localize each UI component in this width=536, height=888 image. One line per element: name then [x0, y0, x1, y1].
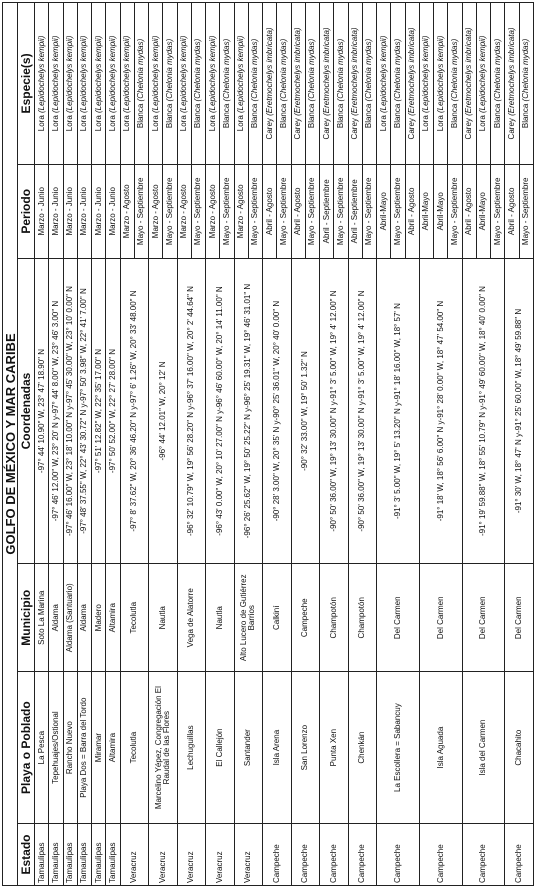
cell-periodo: Marzo - Junio — [77, 164, 91, 258]
cell-coordenadas: -91° 19' 59.88" W, 18° 55' 10.79" N y-91° 49' 60.00" W, 18° 40' 0.00" N — [462, 258, 505, 564]
cell-periodo: Abril-Mayo — [377, 164, 391, 258]
especie-scientific-name: (Lepidochelys kempii) — [150, 35, 160, 113]
cell-periodo: Marzo - Junio — [49, 164, 63, 258]
cell-municipio: Aldama (Santuario) — [63, 564, 77, 672]
cell-especie — [491, 3, 505, 165]
cell-playa: El Callejón — [206, 672, 235, 824]
especie-scientific-name: (Eretmochelys imbricata) — [407, 27, 417, 116]
especie-scientific-name: (Chelonia mydas) — [492, 38, 502, 102]
header-estado: Estado — [18, 824, 35, 886]
cell-coordenadas: -96° 43' 0.00" W, 20° 10' 27.00" N y-96° 46' 60.00" W, 20° 14' 11.00" N — [206, 258, 235, 564]
cell-periodo: Marzo - Junio — [106, 164, 120, 258]
cell-estado: Tamaulipas — [106, 824, 120, 886]
cell-estado: Veracruz — [120, 824, 149, 886]
cell-estado: Campeche — [462, 824, 505, 886]
cell-municipio: Nautla — [149, 564, 178, 672]
cell-municipio: Alto Lucero de Gutiérrez Barrios — [234, 564, 263, 672]
cell-periodo: Mayo - Septiembre — [220, 164, 234, 258]
cell-estado: Veracruz — [206, 824, 235, 886]
especie-scientific-name: (Lepidochelys kempii) — [93, 35, 103, 113]
cell-playa: Chenkán — [348, 672, 377, 824]
table-body — [35, 3, 534, 886]
especie-common-name: Carey — [407, 115, 417, 140]
cell-especie — [448, 3, 462, 165]
especie-common-name: Lora — [50, 113, 60, 132]
cell-periodo: Marzo - Agosto — [177, 164, 191, 258]
cell-estado: Veracruz — [234, 824, 263, 886]
cell-estado: Tamaulipas — [35, 824, 49, 886]
cell-periodo: Abril - Agosto — [405, 164, 419, 258]
cell-periodo: Marzo - Junio — [63, 164, 77, 258]
especie-common-name: Blanca — [392, 101, 402, 129]
cell-playa: Isla Aguada — [419, 672, 462, 824]
especie-scientific-name: (Lepidochelys kempii) — [36, 35, 46, 113]
cell-coordenadas: -97° 44' 10.90" W, 23° 47' 18.90" N — [35, 258, 49, 564]
cell-municipio: Del Carmen — [377, 564, 420, 672]
table-row — [92, 3, 106, 886]
especie-common-name: Lora — [36, 113, 46, 132]
table-row — [63, 3, 77, 886]
cell-especie — [405, 3, 419, 165]
cell-periodo: Mayo - Septiembre — [163, 164, 177, 258]
table-row — [177, 3, 191, 886]
cell-estado: Veracruz — [177, 824, 206, 886]
cell-estado: Campeche — [505, 824, 534, 886]
cell-estado: Campeche — [377, 824, 420, 886]
especie-scientific-name: (Chelonia mydas) — [521, 38, 531, 102]
cell-periodo: Mayo - Septiembre — [277, 164, 291, 258]
especie-common-name: Lora — [107, 113, 117, 132]
header-coordenadas: Coordenadas — [18, 258, 35, 564]
cell-periodo: Abril - Septiembre — [320, 164, 334, 258]
cell-periodo: Mayo - Septiembre — [519, 164, 534, 258]
especie-common-name: Blanca — [278, 101, 288, 129]
table-row — [348, 3, 362, 886]
cell-playa: Lechuguillas — [177, 672, 206, 824]
especie-common-name: Lora — [65, 113, 75, 132]
cell-estado: Tamaulipas — [92, 824, 106, 886]
cell-coordenadas: -97° 51' 12.82" W, 22° 35' 17.00" N — [92, 258, 106, 564]
header-playa: Playa o Poblado — [18, 672, 35, 824]
especie-scientific-name: (Chelonia mydas) — [164, 38, 174, 102]
cell-coordenadas: -90° 28' 3.00" W, 20° 35' N y-90° 25' 36.01" W, 20° 40' 0.00" N — [263, 258, 292, 564]
especie-scientific-name: (Chelonia mydas) — [364, 38, 374, 102]
cell-municipio: Del Carmen — [505, 564, 534, 672]
cell-coordenadas: -90° 50' 36.00" W, 19° 13' 30.00" N y-91° 3' 5.00" W, 19° 4' 12.00" N — [320, 258, 349, 564]
cell-playa: Chacahito — [505, 672, 534, 824]
table-row — [320, 3, 334, 886]
header-periodo: Periodo — [18, 164, 35, 258]
cell-playa: La Escollera = Sabancuy — [377, 672, 420, 824]
cell-estado: Campeche — [291, 824, 320, 886]
especie-scientific-name: (Chelonia mydas) — [449, 38, 459, 102]
cell-periodo: Marzo - Junio — [92, 164, 106, 258]
cell-periodo: Marzo - Agosto — [120, 164, 134, 258]
cell-municipio: Aldama — [49, 564, 63, 672]
especie-scientific-name: (Lepidochelys kempii) — [65, 35, 75, 113]
especie-common-name: Lora — [150, 113, 160, 132]
cell-estado: Campeche — [263, 824, 292, 886]
table-row — [419, 3, 433, 886]
especie-scientific-name: (Chelonia mydas) — [136, 38, 146, 102]
cell-playa: Punta Xen — [320, 672, 349, 824]
especie-common-name: Blanca — [136, 101, 146, 129]
cell-municipio: Soto La Marina — [35, 564, 49, 672]
cell-periodo: Abril - Septiembre — [348, 164, 362, 258]
cell-playa: Tepehuajes/Ostional — [49, 672, 63, 824]
cell-estado: Tamaulipas — [77, 824, 91, 886]
especie-common-name: Carey — [506, 115, 516, 140]
table-row — [35, 3, 49, 886]
table-row — [505, 3, 519, 886]
cell-especie — [234, 3, 248, 165]
table-row — [77, 3, 91, 886]
table-row — [206, 3, 220, 886]
cell-especie — [263, 3, 277, 165]
table-row — [49, 3, 63, 886]
cell-especie — [248, 3, 262, 165]
cell-municipio: Altamira — [106, 564, 120, 672]
cell-especie — [191, 3, 205, 165]
especie-scientific-name: (Lepidochelys kempii) — [435, 35, 445, 113]
cell-periodo: Marzo - Junio — [35, 164, 49, 258]
cell-coordenadas: -96° 26' 25.62" W, 19° 50' 25.22" N y-96° 25' 19.31" W, 19° 46' 31.01" N — [234, 258, 263, 564]
especie-scientific-name: (Chelonia mydas) — [278, 38, 288, 102]
cell-municipio: Campeche — [291, 564, 320, 672]
cell-municipio: Del Carmen — [419, 564, 462, 672]
cell-periodo: Marzo - Agosto — [234, 164, 248, 258]
cell-municipio: Tecolutla — [120, 564, 149, 672]
especie-common-name: Blanca — [221, 101, 231, 129]
cell-especie — [92, 3, 106, 165]
table-row — [377, 3, 391, 886]
especie-scientific-name: (Chelonia mydas) — [307, 38, 317, 102]
cell-periodo: Mayo - Septiembre — [491, 164, 505, 258]
especie-common-name: Lora — [122, 113, 132, 132]
especie-scientific-name: (Eretmochelys imbricata) — [464, 27, 474, 116]
cell-periodo: Abril - Agosto — [462, 164, 476, 258]
cell-especie — [462, 3, 476, 165]
cell-playa: Playa Dos = Barra del Tordo — [77, 672, 91, 824]
especie-common-name: Lora — [478, 113, 488, 132]
cell-municipio: Vega de Alatorre — [177, 564, 206, 672]
especie-scientific-name: (Eretmochelys imbricata) — [293, 27, 303, 116]
cell-municipio: Calkiní — [263, 564, 292, 672]
cell-especie — [106, 3, 120, 165]
cell-periodo: Marzo - Agosto — [149, 164, 163, 258]
cell-municipio: Champotón — [348, 564, 377, 672]
cell-especie — [134, 3, 148, 165]
especie-common-name: Lora — [236, 113, 246, 132]
especie-common-name: Blanca — [492, 101, 502, 129]
especie-scientific-name: (Lepidochelys kempii) — [79, 35, 89, 113]
table-row — [149, 3, 163, 886]
especie-scientific-name: (Lepidochelys kempii) — [179, 35, 189, 113]
cell-especie — [362, 3, 376, 165]
especie-scientific-name: (Lepidochelys kempii) — [122, 35, 132, 113]
cell-municipio: Aldama — [77, 564, 91, 672]
especie-scientific-name: (Lepidochelys kempii) — [378, 35, 388, 113]
cell-especie — [348, 3, 362, 165]
table-row — [106, 3, 120, 886]
cell-municipio: Nautla — [206, 564, 235, 672]
cell-periodo: Mayo - Septiembre — [448, 164, 462, 258]
table-title: GOLFO DE MÉXICO Y MAR CARIBE — [3, 3, 18, 886]
cell-periodo: Mayo - Septiembre — [191, 164, 205, 258]
cell-periodo: Mayo - Septiembre — [362, 164, 376, 258]
cell-especie — [291, 3, 305, 165]
especie-common-name: Blanca — [449, 101, 459, 129]
cell-especie — [476, 3, 490, 165]
cell-especie — [77, 3, 91, 165]
cell-periodo: Mayo - Septiembre — [391, 164, 405, 258]
cell-municipio: Del Carmen — [462, 564, 505, 672]
cell-especie — [305, 3, 319, 165]
especie-scientific-name: (Chelonia mydas) — [392, 38, 402, 102]
cell-especie — [49, 3, 63, 165]
especie-scientific-name: (Chelonia mydas) — [335, 38, 345, 102]
cell-especie — [149, 3, 163, 165]
cell-periodo: Abril - Agosto — [263, 164, 277, 258]
especie-scientific-name: (Chelonia mydas) — [250, 38, 260, 102]
especie-common-name: Lora — [79, 113, 89, 132]
header-municipio: Municipio — [18, 564, 35, 672]
especie-scientific-name: (Lepidochelys kempii) — [107, 35, 117, 113]
cell-coordenadas: -97° 46' 16.00" W, 23° 18' 10.00" N y-97° 45' 30.00" W, 23° 10' 0.00" N — [63, 258, 77, 564]
especie-scientific-name: (Lepidochelys kempii) — [236, 35, 246, 113]
especie-common-name: Carey — [264, 115, 274, 140]
especie-common-name: Blanca — [307, 101, 317, 129]
especie-common-name: Blanca — [250, 101, 260, 129]
especie-common-name: Lora — [93, 113, 103, 132]
cell-especie — [177, 3, 191, 165]
cell-coordenadas: -97° 8' 37.62" W, 20° 36' 46.20" N y-97° 6' 1.26" W, 20° 33' 48.00" N — [120, 258, 149, 564]
cell-especie — [206, 3, 220, 165]
cell-especie — [334, 3, 348, 165]
cell-periodo: Mayo - Septiembre — [248, 164, 262, 258]
cell-especie — [35, 3, 49, 165]
especie-scientific-name: (Chelonia mydas) — [193, 38, 203, 102]
especie-common-name: Carey — [464, 115, 474, 140]
table-row — [462, 3, 476, 886]
table-row — [291, 3, 305, 886]
cell-coordenadas: -97° 50' 52.00" W, 22° 27' 28.00" N — [106, 258, 120, 564]
especie-common-name: Blanca — [164, 101, 174, 129]
especie-common-name: Carey — [321, 115, 331, 140]
cell-especie — [220, 3, 234, 165]
especie-common-name: Blanca — [364, 101, 374, 129]
especie-common-name: Carey — [350, 115, 360, 140]
cell-especie — [434, 3, 448, 165]
cell-coordenadas: -96° 32' 10.79" W, 19° 56' 28.20" N y-96° 37' 16.00" W, 20° 2' 44.64" N — [177, 258, 206, 564]
cell-estado: Tamaulipas — [63, 824, 77, 886]
cell-periodo: Abril-Mayo — [476, 164, 490, 258]
cell-playa: Isla Arena — [263, 672, 292, 824]
cell-estado: Tamaulipas — [49, 824, 63, 886]
especie-common-name: Carey — [293, 115, 303, 140]
cell-periodo: Abril-Mayo — [419, 164, 433, 258]
cell-especie — [63, 3, 77, 165]
turtle-nesting-table — [2, 2, 534, 886]
cell-especie — [320, 3, 334, 165]
especie-common-name: Blanca — [521, 101, 531, 129]
cell-playa: Miramar — [92, 672, 106, 824]
especie-common-name: Lora — [378, 113, 388, 132]
cell-playa: San Lorenzo — [291, 672, 320, 824]
especie-scientific-name: (Lepidochelys kempii) — [207, 35, 217, 113]
table-row — [234, 3, 248, 886]
cell-playa: Rancho Nuevo — [63, 672, 77, 824]
cell-playa: La Pesca — [35, 672, 49, 824]
especie-common-name: Blanca — [335, 101, 345, 129]
especie-scientific-name: (Lepidochelys kempii) — [50, 35, 60, 113]
cell-coordenadas: -97° 48' 37.55" W, 22° 43' 30.72" N y-97° 50' 3.98" W, 22° 41' 7.00" N — [77, 258, 91, 564]
cell-estado: Campeche — [348, 824, 377, 886]
cell-coordenadas: -90° 32' 33.00" W, 19° 50' 1.32" N — [291, 258, 320, 564]
cell-periodo: Marzo - Agosto — [206, 164, 220, 258]
cell-coordenadas: -97° 46' 12.00" W, 23° 20' N y-97° 44' 8.00" W, 23° 46' 3.00" N — [49, 258, 63, 564]
especie-scientific-name: (Chelonia mydas) — [221, 38, 231, 102]
cell-especie — [277, 3, 291, 165]
cell-periodo: Mayo - Septiembre — [134, 164, 148, 258]
cell-especie — [519, 3, 534, 165]
cell-periodo: Mayo - Septiembre — [334, 164, 348, 258]
cell-especie — [391, 3, 405, 165]
cell-municipio: Madero — [92, 564, 106, 672]
cell-coordenadas: -91° 30' W, 18° 47' N y-91° 25' 60.00" W, 18° 49' 59.88" N — [505, 258, 534, 564]
table-row — [120, 3, 134, 886]
especie-common-name: Blanca — [193, 101, 203, 129]
cell-especie — [377, 3, 391, 165]
cell-especie — [120, 3, 134, 165]
especie-common-name: Lora — [179, 113, 189, 132]
cell-especie — [419, 3, 433, 165]
especie-scientific-name: (Lepidochelys kempii) — [421, 35, 431, 113]
cell-periodo: Abril - Agosto — [291, 164, 305, 258]
especie-common-name: Lora — [435, 113, 445, 132]
cell-playa: Marcelino Yépez, Congregación El Raudal de las Flores — [149, 672, 178, 824]
cell-playa: Isla del Carmen — [462, 672, 505, 824]
especie-scientific-name: (Eretmochelys imbricata) — [321, 27, 331, 116]
cell-playa: Santander — [234, 672, 263, 824]
cell-periodo: Mayo - Septiembre — [305, 164, 319, 258]
especie-common-name: Lora — [421, 113, 431, 132]
table-row — [263, 3, 277, 886]
cell-especie — [163, 3, 177, 165]
header-especies: Especie(s) — [18, 3, 35, 165]
cell-coordenadas: -96° 44' 12.01" W, 20° 12' N — [149, 258, 178, 564]
cell-especie — [505, 3, 519, 165]
cell-coordenadas: -91° 3' 5.00" W, 19° 5' 13.20" N y-91° 18' 16.00" W, 18° 57' N — [377, 258, 420, 564]
especie-scientific-name: (Lepidochelys kempii) — [478, 35, 488, 113]
cell-coordenadas: -90° 50' 36.00" W, 19° 13' 30.00" N y-91° 3' 5.00" W, 19° 4' 12.00" N — [348, 258, 377, 564]
cell-estado: Campeche — [419, 824, 462, 886]
especie-scientific-name: (Eretmochelys imbricata) — [264, 27, 274, 116]
cell-periodo: Abril-Mayo — [434, 164, 448, 258]
cell-estado: Campeche — [320, 824, 349, 886]
especie-scientific-name: (Eretmochelys imbricata) — [506, 27, 516, 116]
especie-common-name: Lora — [207, 113, 217, 132]
cell-estado: Veracruz — [149, 824, 178, 886]
cell-periodo: Abril - Agosto — [505, 164, 519, 258]
cell-municipio: Champotón — [320, 564, 349, 672]
cell-playa: Tecolutla — [120, 672, 149, 824]
especie-scientific-name: (Eretmochelys imbricata) — [350, 27, 360, 116]
cell-coordenadas: -91° 18' W, 18° 56' 6.00" N y-91° 28' 0.00" W, 18° 47' 54.00" N — [419, 258, 462, 564]
cell-playa: Altamira — [106, 672, 120, 824]
